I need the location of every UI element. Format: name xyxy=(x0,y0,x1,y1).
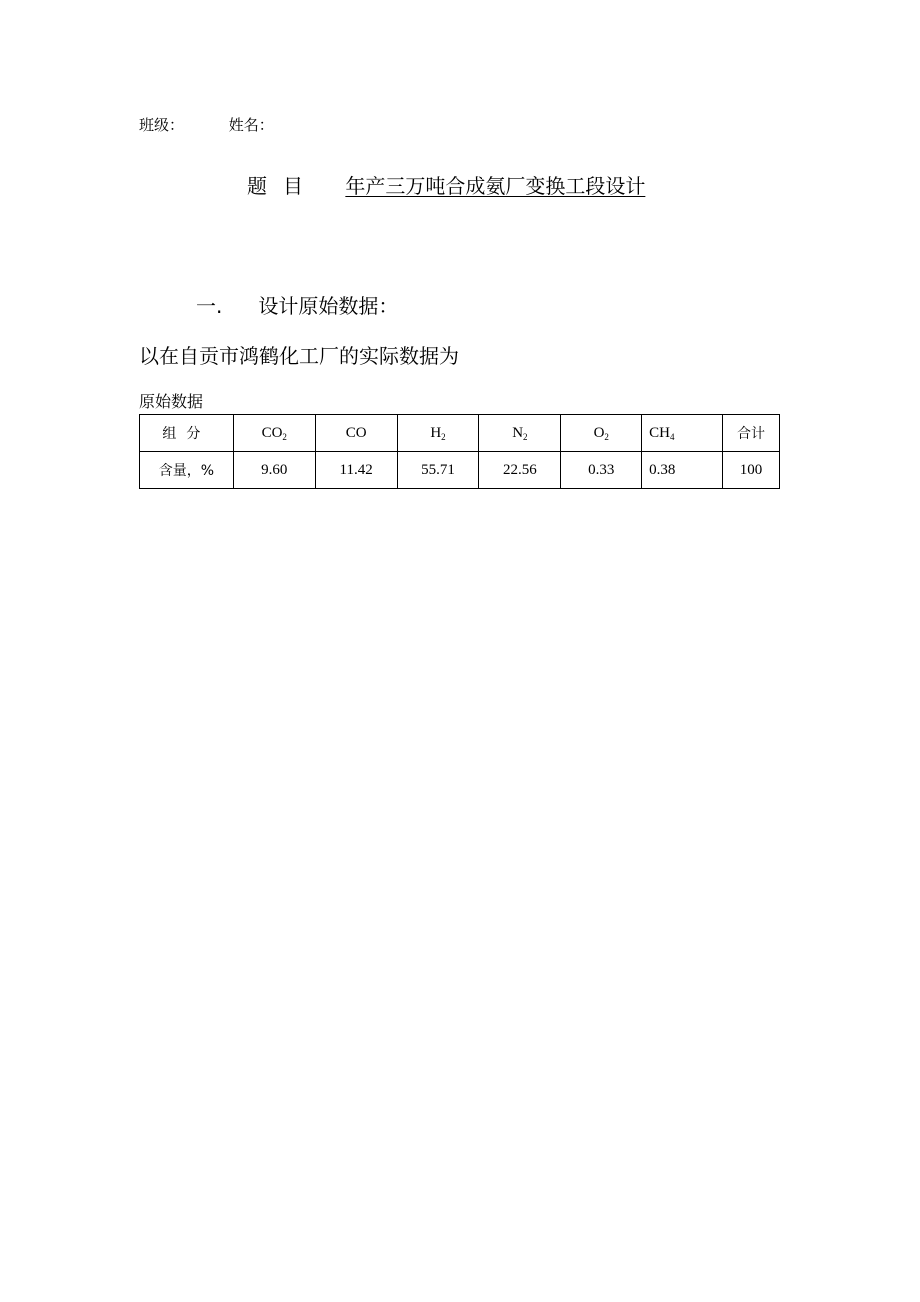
header-cell-component: 组分 xyxy=(140,415,234,452)
value-cell-ch4: 0.38 xyxy=(642,452,723,489)
formula-subscript: 4 xyxy=(670,431,675,442)
table-header-row xyxy=(140,415,780,452)
section-number: 一. xyxy=(196,294,223,318)
formula-base: CO xyxy=(345,424,367,441)
formula-subscript: 2 xyxy=(441,431,446,442)
formula-base: O xyxy=(593,424,605,441)
header-cell-co xyxy=(315,415,397,452)
section-heading xyxy=(196,290,398,319)
formula-base: N xyxy=(512,424,524,441)
formula-subscript: 2 xyxy=(523,431,528,442)
title-text: 年产三万吨合成氨厂变换工段设计 xyxy=(345,174,646,198)
formula-base: CO xyxy=(261,424,283,441)
header-cell-h2 xyxy=(397,415,479,452)
section-title: 设计原始数据： xyxy=(258,294,399,318)
value-cell-co2: 9.60 xyxy=(233,452,315,489)
header-cell-o2 xyxy=(561,415,642,452)
formula-base: CH xyxy=(649,424,671,441)
title-label: 题目 xyxy=(247,174,319,198)
intro-text: 以在自贡市鸿鹤化工厂的实际数据为 xyxy=(139,344,459,368)
header-line xyxy=(139,114,274,135)
table-caption: 原始数据 xyxy=(139,392,204,411)
value-cell-o2: 0.33 xyxy=(561,452,642,489)
formula-subscript: 2 xyxy=(282,431,287,442)
formula-subscript: 2 xyxy=(604,431,609,442)
name-label: 姓名： xyxy=(228,116,274,134)
document-title xyxy=(247,170,645,199)
table-row-content xyxy=(140,452,780,489)
composition-table xyxy=(139,414,780,489)
header-cell-co2 xyxy=(233,415,315,452)
formula-base: H xyxy=(430,424,442,441)
header-cell-total: 合计 xyxy=(723,415,780,452)
value-cell-co: 11.42 xyxy=(315,452,397,489)
header-cell-ch4 xyxy=(642,415,723,452)
value-cell-h2: 55.71 xyxy=(397,452,479,489)
value-cell-n2: 22.56 xyxy=(479,452,561,489)
class-label: 班级： xyxy=(139,116,185,134)
value-cell-total: 100 xyxy=(723,452,780,489)
row-label-content: 含量，% xyxy=(140,452,234,489)
header-cell-n2 xyxy=(479,415,561,452)
